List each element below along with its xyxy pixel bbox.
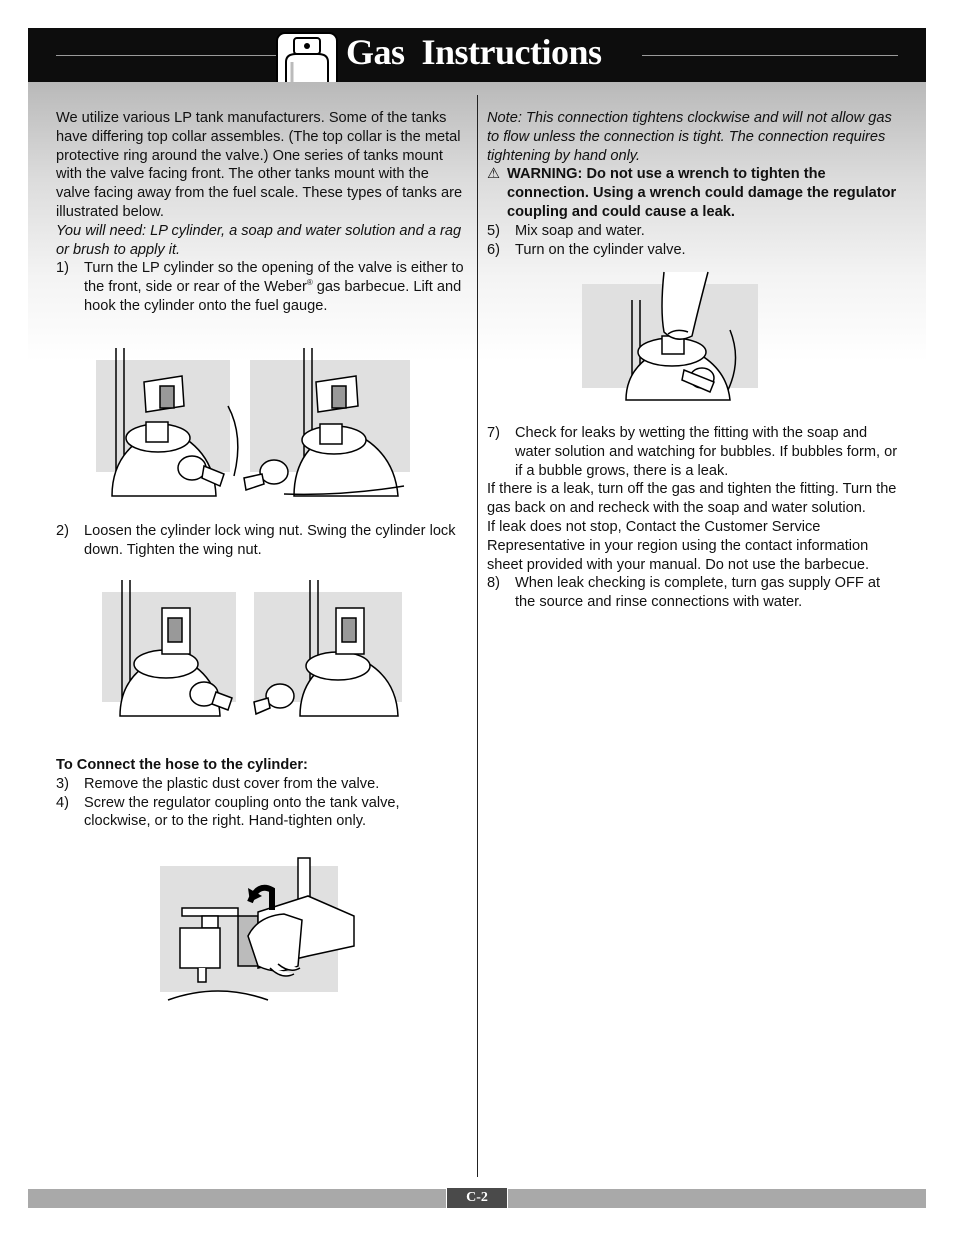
page-number: C-2 (446, 1187, 508, 1209)
step-text: Loosen the cylinder lock wing nut. Swing the cylinder lock down. Tighten the wing nut. (84, 523, 456, 558)
step-text: Mix soap and water. (515, 222, 645, 239)
page-title: Gas Instructions (346, 32, 602, 72)
step-text: Check for leaks by wetting the fitting with the soap and water solution and watching for bubbles. If bubbles form, or if a bubble grows, there is a leak. (515, 425, 898, 479)
right-column-top (487, 109, 899, 259)
step-4 (56, 794, 466, 832)
step-number: 8) (487, 575, 500, 592)
left-column-connect (56, 756, 466, 831)
step-number: 7) (487, 425, 500, 441)
step-number: 5) (487, 222, 500, 239)
connect-heading: To Connect the hose to the cylinder: (56, 757, 308, 773)
step-text: When leak checking is complete, turn gas supply OFF at the source and rinse connections with water. (515, 575, 881, 611)
step-1 (56, 259, 466, 315)
requirements-note: You will need: LP cylinder, a soap and water solution and a rag or brush to apply it. (56, 222, 462, 258)
left-column-top (56, 109, 466, 316)
hand-tighten-illustration (158, 856, 358, 1002)
step-text: Turn the LP cylinder so the opening of the valve is either to the front, side or rear of the Weber (84, 260, 464, 296)
step-number: 1) (56, 260, 69, 277)
step-text: Turn on the cylinder valve. (515, 241, 686, 258)
header-rule-right (642, 55, 898, 56)
warning-icon: ⚠ (487, 166, 501, 183)
contact-paragraph: If leak does not stop, Contact the Customer Service Representative in your region using the contact information sheet provided with your manual. Do not use the barbecue. (487, 518, 870, 573)
leak-paragraph: If there is a leak, turn off the gas and tighten the fitting. Turn the gas back on and recheck with the soap and water solution. (487, 481, 897, 517)
step-number: 6) (487, 241, 500, 258)
turn-valve-illustration (580, 270, 762, 402)
warning-block (487, 165, 899, 221)
step-number: 4) (56, 794, 69, 811)
step-number: 3) (56, 775, 69, 792)
step-text-cont: gas barbecue. Lift and hook the cylinder onto the fuel gauge. (84, 279, 462, 314)
warning-text: WARNING: Do not use a wrench to tighten the connection. Using a wrench could damage the regulator coupling and could cause a leak. (507, 166, 897, 220)
step-7 (487, 424, 899, 480)
step-8 (487, 574, 899, 612)
step-2 (56, 522, 466, 560)
registered-mark: ® (306, 278, 313, 288)
right-column-bottom (487, 424, 899, 612)
step-6 (487, 241, 899, 260)
connection-note: Note: This connection tightens clockwise and will not allow gas to flow unless the connection is tight. The connection requires tightening by hand only. (487, 110, 892, 164)
column-divider (477, 95, 478, 1177)
intro-paragraph: We utilize various LP tank manufacturers. Some of the tanks have differing top collar assembles. (The top collar is the metal protective ring around the valve.) One series of tanks mount with the valve facing front. The other tanks mount with the valve facing away from the fuel scale. These types of tanks are illustrated below. (56, 110, 463, 220)
step-text: Screw the regulator coupling onto the tank valve, clockwise, or to the right. Hand-tighten only. (84, 794, 400, 830)
step-3 (56, 775, 466, 794)
tank-lock-illustration (100, 578, 406, 718)
left-column-step2 (56, 522, 466, 560)
step-number: 2) (56, 523, 69, 539)
step-5 (487, 222, 899, 241)
tank-mount-illustration-1 (94, 346, 414, 498)
step-text: Remove the plastic dust cover from the valve. (84, 775, 380, 792)
header-rule-left (56, 55, 276, 56)
